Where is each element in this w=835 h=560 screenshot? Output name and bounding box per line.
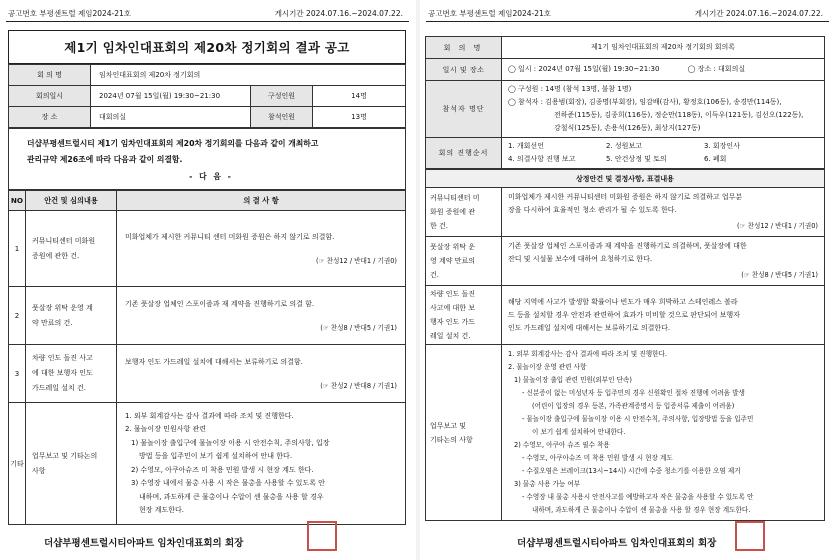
attendance-label: 참석인원 <box>251 107 313 128</box>
minutes-title-value: 제1기 임차인대표회의 제20차 정기회의 회의록 <box>502 37 825 59</box>
members-label: 구성인원 <box>251 86 313 107</box>
agenda-item <box>26 345 117 403</box>
datetime-label: 일시 및 장소 <box>426 59 502 81</box>
agenda-row <box>9 287 406 345</box>
resolution-item <box>426 286 502 345</box>
order-step: 6. 폐회 <box>704 155 727 163</box>
place-label: 장 소 <box>9 107 91 128</box>
meeting-info-table <box>8 64 406 128</box>
result-line: 1) 물놀이장 출입구에 물놀이장 이용 시 안전수칙, 주의사항, 입장 <box>131 438 330 447</box>
resolution-item <box>426 237 502 286</box>
resolution-text <box>502 188 825 237</box>
intro-line: 관리규약 제26조에 따라 다음과 같이 의결함. <box>27 155 183 164</box>
result-line: 내하며, 과도하게 큰 물총이나 수압이 센 물총을 사용 할 경우 <box>139 492 324 501</box>
resolution-item <box>426 188 502 237</box>
result-line: 내하며, 과도하게 큰 물총이나 수압이 센 물총을 사용 할 경우 현장 계도한다. <box>532 506 751 514</box>
minutes-title-label: 회 의 명 <box>426 37 502 59</box>
agenda-item-line: 에 대한 보행자 인도 <box>32 369 93 377</box>
item-line: 행자 인도 가드 <box>430 318 476 326</box>
result-line: 3) 물총 사용 가능 여부 <box>514 480 581 488</box>
item-line: 차량 인도 돌진 <box>430 290 476 298</box>
members-count: ◯ 구성원 : 14명 (참석 13명, 불참 1명) <box>508 85 632 93</box>
resolution-row <box>426 188 825 237</box>
agenda-item <box>26 287 117 345</box>
signature-line: 더샵부평센트럴시티아파트 임차인대표회의 회장 <box>44 538 244 549</box>
agenda-no: 기타 <box>9 403 26 525</box>
col-no: NO <box>9 191 26 211</box>
result-line: - 수영모, 아쿠아슈즈 미 착용 민원 발생 시 현장 계도 <box>522 454 673 462</box>
result-line: - 수영장 내 물총 사용시 안전사고를 예방하고자 작은 물총을 사용할 수 있도록 안 <box>522 493 754 501</box>
resolution-item <box>426 345 502 521</box>
vote-tally: (☞ 찬성12 / 반대1 / 기권0) <box>737 222 818 230</box>
agenda-result <box>117 403 406 525</box>
meeting-date-label: 회의일시 <box>9 86 91 107</box>
agenda-item-line: 업무보고 및 기타논의 <box>32 451 98 460</box>
place-value: 대회의실 <box>91 107 251 128</box>
place-text: ◯ 장소 : 대회의실 <box>687 65 746 73</box>
header-rule <box>426 21 829 22</box>
announcement-title: 제1기 임차인대표회의 제20차 정기회의 결과 공고 <box>8 30 406 64</box>
result-line: 장을 다시하여 효율적인 청소 관리가 될 수 있도록 한다. <box>508 206 677 214</box>
result-line: 1. 외부 회계감사는 감사 결과에 따라 조치 및 진행한다. <box>125 411 294 420</box>
agenda-item <box>26 403 117 525</box>
resolution-text <box>502 345 825 521</box>
attendance-value: 13명 <box>313 107 406 128</box>
item-line: 한 건. <box>430 222 448 230</box>
meeting-date-value: 2024년 07월 15일(월) 19:30~21:30 <box>91 86 251 107</box>
result-line: 인도 가드레일 설치에 대해서는 보류하기로 의결한다. <box>508 323 671 332</box>
agenda-result <box>117 345 406 403</box>
agenda-result <box>117 211 406 287</box>
item-line: 커뮤니티센터 미 <box>430 194 480 202</box>
vote-tally: (☞ 찬성12 / 반대1 / 기권0) <box>316 256 397 265</box>
result-text: 미화업체가 제시한 커뮤니티 센터 미화원 증원은 하지 않기로 의결함. <box>125 232 335 241</box>
agenda-item-line: 사항 <box>32 466 46 475</box>
intro-statement <box>8 128 406 190</box>
chairman-seal <box>735 521 765 551</box>
agenda-item-line: 풋살장 위탁 운영 계 <box>32 303 93 312</box>
item-line: 레일 설치 건. <box>430 332 471 340</box>
section-title: 상정안건 및 결정사항, 표결내용 <box>426 170 825 188</box>
result-line: - 물놀이장 출입구에 물놀이장 이용 시 안전수칙, 주의사항, 입장방법 등을 입주민 <box>522 415 754 423</box>
result-line: 3) 수영장 내에서 물총 사용 시 작은 물총을 사용할 수 있도록 안 <box>131 479 325 487</box>
item-line: 기타논의 사항 <box>430 435 473 444</box>
chairman-seal <box>307 521 337 551</box>
result-line: (어린이 입장의 경우 등본, 가족관계증명서 등 입증서류 제출이 어려움) <box>532 402 735 410</box>
col-item: 안건 및 심의내용 <box>26 191 117 211</box>
item-line: 영 계약 만료의 <box>430 257 476 265</box>
result-text: 보행자 인도 가드레일 설치에 대해서는 보류하기로 의결함. <box>125 357 303 366</box>
order-step: 3. 회장인사 <box>704 142 740 150</box>
result-text: 기존 풋살장 업체인 스포이즘과 재 계약을 진행하기로 의결 함. <box>125 299 315 308</box>
resolution-row <box>426 345 825 521</box>
vote-tally: (☞ 찬성8 / 반대5 / 기권1) <box>320 323 397 332</box>
agenda-item-line: 커뮤니티센터 미화원 <box>32 236 96 245</box>
result-line: 잔디 및 시설물 보수에 대하여 요청하기로 한다. <box>508 255 653 263</box>
item-line: 풋살장 위탁 운 <box>430 243 476 251</box>
order-step: 4. 의결사항 진행 보고 <box>508 155 576 163</box>
meeting-name-value: 임차인대표회의 제20차 정기회의 <box>91 65 406 86</box>
following-heading: - 다 음 - <box>189 172 233 181</box>
resolutions-table <box>425 169 825 521</box>
result-line: 드 등을 설치할 경우 안전과 관련하여 효과가 미비할 것으로 판단되어 보행자 <box>508 310 740 319</box>
resolution-row <box>426 237 825 286</box>
members-value: 14명 <box>313 86 406 107</box>
agenda-row <box>9 403 406 525</box>
order-row <box>508 140 818 153</box>
order-row <box>508 153 818 166</box>
order-step: 5. 안건상정 및 토의 <box>606 155 667 163</box>
agenda-result <box>117 287 406 345</box>
attendee-line: ◯ 참석자 : 김용범(회장), 김종명(부회장), 임감배(감사), 황정호(106동), 송경만(114동), <box>508 98 782 106</box>
agenda-no: 3 <box>9 345 26 403</box>
signature-line: 더샵부평센트럴시티아파트 임차인대표회의 회장 <box>517 538 717 549</box>
order-step: 1. 개회선언 <box>508 142 544 150</box>
result-line: 2. 물놀이장 운영 관련 사항 <box>508 363 587 371</box>
vote-tally: (☞ 찬성8 / 반대5 / 기권1) <box>741 271 818 279</box>
order-value <box>502 138 825 169</box>
resolution-text <box>502 237 825 286</box>
result-line: 미화업체가 제시한 커뮤니티센터 미화원 증원은 하지 않기로 의결하고 업무분 <box>508 193 743 201</box>
posting-period: 게시기간 2024.07.16.~2024.07.22. <box>274 9 403 18</box>
agenda-row <box>9 345 406 403</box>
attendees-value <box>502 81 825 138</box>
datetime-text: ◯ 일시 : 2024년 07월 15일(월) 19:30~21:30 <box>508 65 660 73</box>
agenda-item <box>26 211 117 287</box>
resolution-text <box>502 286 825 345</box>
col-result: 의 결 사 항 <box>117 191 406 211</box>
order-label: 회의 진행순서 <box>426 138 502 169</box>
item-line: 업무보고 및 <box>430 421 467 430</box>
item-line: 화원 증원에 관 <box>430 208 476 216</box>
attendees-label: 참석자 명단 <box>426 81 502 138</box>
result-line: 2) 수영모, 아쿠아 슈즈 필수 착용 <box>514 441 610 449</box>
minutes-info-table <box>425 36 825 169</box>
agenda-no: 1 <box>9 211 26 287</box>
item-line: 사고에 대한 보 <box>430 304 476 312</box>
header-rule <box>6 21 409 22</box>
agenda-table <box>8 190 406 525</box>
result-line: 2) 수영모, 아쿠아슈즈 미 착용 민원 발생 시 현장 계도 한다. <box>131 465 314 474</box>
posting-period: 게시기간 2024.07.16.~2024.07.22. <box>694 9 823 18</box>
result-line: 1) 물놀이장 출입 관련 민원(외부인 단속) <box>514 376 632 384</box>
result-line: 기존 풋살장 업체인 스포이즘과 재 계약을 진행하기로 의결하며, 풋살장에 대한 <box>508 242 747 250</box>
order-step: 2. 성원보고 <box>606 142 642 150</box>
agenda-no: 2 <box>9 287 26 345</box>
attendee-line: 전하준(115동), 김종희(116동), 정순만(118동), 이득우(121동), 김선오(122동), <box>554 111 804 119</box>
result-line: 1. 외부 회계감사는 감사 결과에 따라 조치 및 진행한다. <box>508 350 667 358</box>
resolution-row <box>426 286 825 345</box>
result-line: 방법 등을 입주민이 보기 쉽게 설치하여 안내 한다. <box>139 452 293 460</box>
meeting-name-label: 회 의 명 <box>9 65 91 86</box>
agenda-row <box>9 211 406 287</box>
item-line: 건. <box>430 271 439 279</box>
vote-tally: (☞ 찬성2 / 반대8 / 기권1) <box>320 381 397 390</box>
result-line: 현장 계도한다. <box>139 506 185 514</box>
result-line: 해당 지역에 사고가 발생할 확률이나 빈도가 매우 희박하고 스테인레스 볼라 <box>508 297 738 306</box>
agenda-item-line: 약 만료의 건. <box>32 318 73 327</box>
datetime-value <box>502 59 825 81</box>
agenda-item-line: 차량 인도 돌진 사고 <box>32 354 93 362</box>
result-line: 2. 물놀이장 민원사항 관련 <box>125 425 206 433</box>
agenda-item-line: 증원에 관한 건. <box>32 251 80 260</box>
intro-line: 더샵부평센트럴시티 제1기 임차인대표회의 제20차 정기회의를 다음과 같이 개최하고 <box>27 139 319 148</box>
result-line: - 신분증이 없는 미성년자 등 입주민의 경우 신원확인 절차 진행에 어려움 발생 <box>522 389 745 397</box>
doc-number: 공고번호 부평센트럴 제임2024-21호 <box>428 9 552 18</box>
agenda-item-line: 가드레일 설치 건. <box>32 384 87 392</box>
result-line: - 수질오염은 브레이크(13시~14시) 시간에 수중 청소기를 이용한 오염 제거 <box>522 467 741 475</box>
attendee-line: 강철식(125동), 손용석(126동), 최상지(127동) <box>554 124 701 132</box>
result-line: 이 보기 쉽게 설치하여 안내한다. <box>532 428 626 436</box>
doc-number: 공고번호 부평센트럴 제임2024-21호 <box>8 9 132 18</box>
